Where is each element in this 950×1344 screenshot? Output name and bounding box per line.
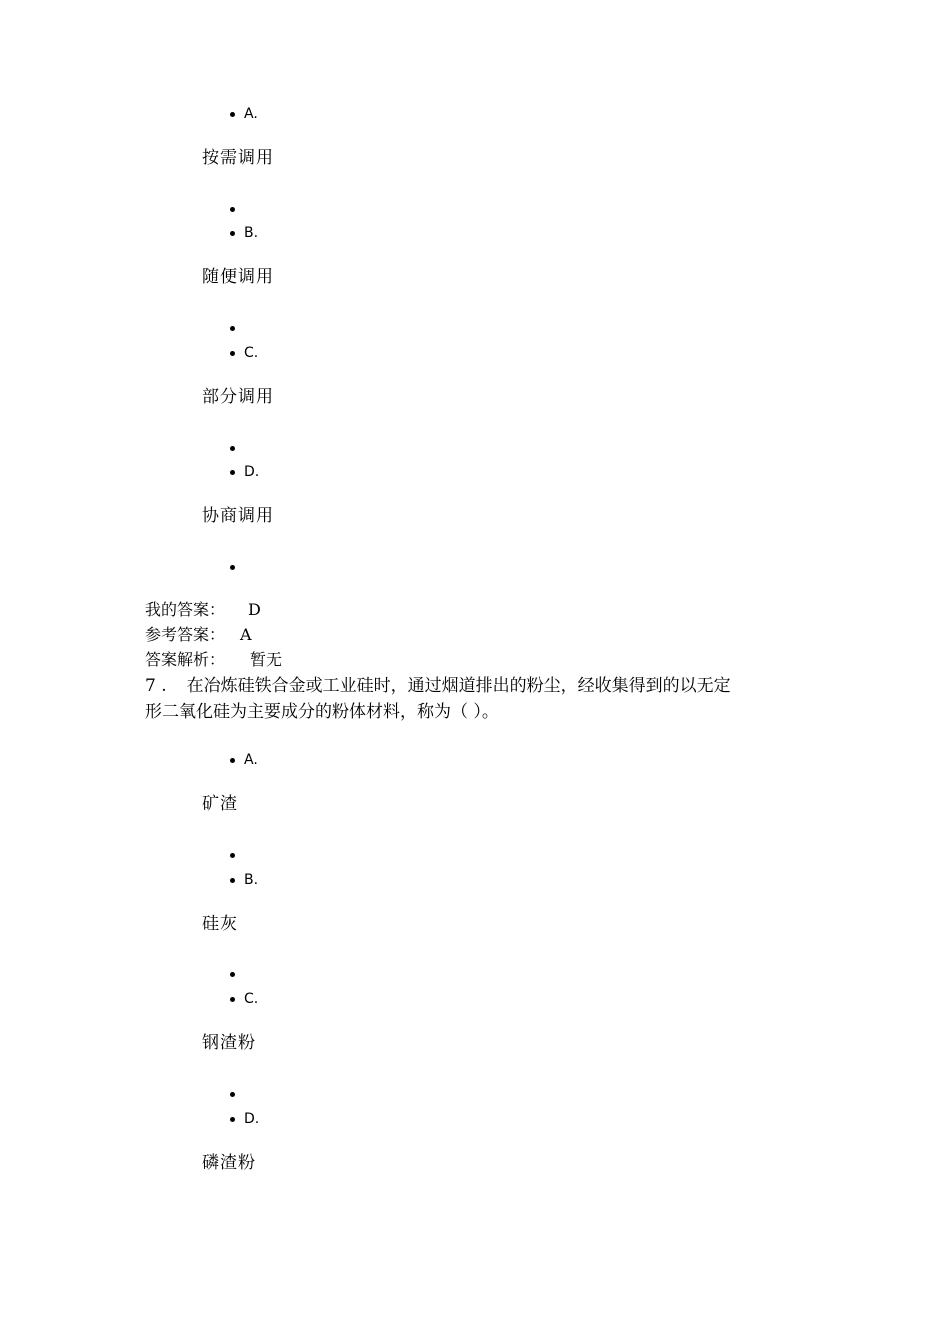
bullet	[230, 997, 235, 1002]
bullet	[230, 1117, 235, 1122]
my-answer-value: D	[248, 600, 261, 619]
bullet	[230, 446, 235, 451]
bullet	[230, 351, 235, 356]
bullet	[230, 565, 235, 570]
my-answer-label: 我的答案：	[145, 600, 226, 619]
option-text: 随便调用	[202, 267, 274, 287]
option-label: B.	[244, 225, 259, 241]
reference-answer-value: A	[240, 625, 252, 644]
bullet	[230, 758, 235, 763]
option-label: D.	[244, 464, 260, 480]
answer-analysis-label: 答案解析：	[145, 650, 226, 669]
option-text: 钢渣粉	[202, 1033, 256, 1053]
bullet	[230, 972, 235, 977]
answer-analysis	[145, 650, 283, 670]
bullet	[230, 326, 235, 331]
option-text: 协商调用	[202, 506, 274, 526]
option-label: C.	[244, 991, 259, 1007]
my-answer	[145, 600, 261, 620]
bullet	[230, 1092, 235, 1097]
question-7-stem	[145, 673, 825, 725]
bullet	[230, 470, 235, 475]
option-text: 矿渣	[202, 794, 238, 814]
question-stem-line1: 在冶炼硅铁合金或工业硅时，通过烟道排出的粉尘，经收集得到的以无定	[186, 676, 731, 696]
reference-answer-label: 参考答案：	[145, 625, 226, 644]
bullet	[230, 207, 235, 212]
bullet	[230, 878, 235, 883]
option-text: 硅灰	[202, 914, 238, 934]
question-number: 7 .	[145, 676, 167, 696]
option-label: C.	[244, 345, 259, 361]
option-label: B.	[244, 872, 259, 888]
answer-analysis-value: 暂无	[250, 650, 283, 669]
option-label: A.	[244, 752, 258, 768]
bullet	[230, 112, 235, 117]
bullet	[230, 853, 235, 858]
reference-answer	[145, 625, 252, 645]
option-text: 磷渣粉	[202, 1153, 256, 1173]
question-stem-line2: 形二氧化硅为主要成分的粉体材料，称为（ ）。	[145, 702, 499, 722]
option-label: A.	[244, 106, 258, 122]
option-text: 按需调用	[202, 148, 274, 168]
option-text: 部分调用	[202, 387, 274, 407]
bullet	[230, 231, 235, 236]
option-label: D.	[244, 1111, 260, 1127]
